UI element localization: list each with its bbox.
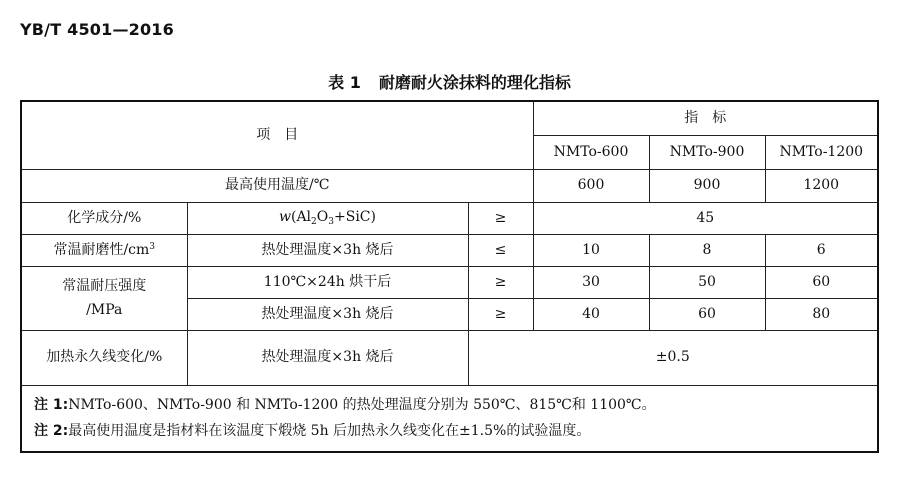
abrasion-label bbox=[21, 234, 187, 266]
abrasion-row bbox=[21, 234, 878, 266]
operator-cell: ≤ bbox=[468, 234, 533, 266]
abrasion-condition: 热处理温度×3h 烧后 bbox=[187, 234, 468, 266]
value-cell: 45 bbox=[533, 202, 878, 234]
standard-number: YB/T 4501—2016 bbox=[20, 20, 174, 39]
note-text: NMTo-600、NMTo-900 和 NMTo-1200 的热处理温度分别为 550℃、815℃和 1100℃。 bbox=[68, 396, 656, 413]
chem-formula-part: +SiC) bbox=[334, 208, 376, 225]
chem-formula-part: (Al bbox=[290, 208, 312, 225]
value-cell: 600 bbox=[533, 169, 649, 202]
compressive-label-line2: /MPa bbox=[86, 302, 123, 318]
item-header: 项 目 bbox=[21, 101, 533, 169]
header-row-1 bbox=[21, 101, 878, 135]
chem-formula-part: O bbox=[316, 208, 329, 225]
compressive-condition: 热处理温度×3h 烧后 bbox=[187, 298, 468, 330]
compressive-condition: 110℃×24h 烘干后 bbox=[187, 266, 468, 298]
table-title-text: 耐磨耐火涂抹料的理化指标 bbox=[378, 73, 571, 92]
value-cell: 60 bbox=[649, 298, 765, 330]
abrasion-label-sup: 3 bbox=[149, 241, 156, 252]
notes-row bbox=[21, 385, 878, 452]
value-cell: 8 bbox=[649, 234, 765, 266]
value-cell: 30 bbox=[533, 266, 649, 298]
note-label: 注 1: bbox=[34, 396, 69, 413]
value-cell: 80 bbox=[765, 298, 878, 330]
max-temp-label: 最高使用温度/℃ bbox=[21, 169, 533, 202]
value-cell: 10 bbox=[533, 234, 649, 266]
chem-condition bbox=[187, 202, 468, 234]
abrasion-label-text: 常温耐磨性/cm bbox=[53, 241, 150, 258]
max-temp-row bbox=[21, 169, 878, 202]
compressive-row-1 bbox=[21, 266, 878, 298]
chem-row bbox=[21, 202, 878, 234]
value-cell: 1200 bbox=[765, 169, 878, 202]
grade-header: NMTo-1200 bbox=[765, 135, 878, 169]
notes-cell bbox=[21, 385, 878, 452]
grade-header: NMTo-900 bbox=[649, 135, 765, 169]
operator-cell: ≥ bbox=[468, 266, 533, 298]
note-label: 注 2: bbox=[34, 423, 69, 440]
table-number: 表 1 bbox=[328, 73, 361, 92]
note-line bbox=[34, 418, 877, 445]
table-title bbox=[0, 70, 899, 93]
value-cell: ±0.5 bbox=[468, 330, 878, 385]
chem-subscript: 2 bbox=[311, 216, 317, 227]
indicator-header: 指 标 bbox=[533, 101, 878, 135]
linear-change-label: 加热永久线变化/% bbox=[21, 330, 187, 385]
compressive-label bbox=[21, 266, 187, 330]
value-cell: 50 bbox=[649, 266, 765, 298]
properties-table bbox=[20, 100, 879, 453]
value-cell: 60 bbox=[765, 266, 878, 298]
operator-cell: ≥ bbox=[468, 298, 533, 330]
note-line bbox=[34, 392, 877, 419]
compressive-label-line1: 常温耐压强度 bbox=[62, 277, 147, 294]
note-text: 最高使用温度是指材料在该温度下煅烧 5h 后加热永久线变化在±1.5%的试验温度。 bbox=[68, 423, 591, 440]
grade-header: NMTo-600 bbox=[533, 135, 649, 169]
value-cell: 900 bbox=[649, 169, 765, 202]
chem-subscript: 3 bbox=[328, 216, 334, 227]
operator-cell: ≥ bbox=[468, 202, 533, 234]
value-cell: 6 bbox=[765, 234, 878, 266]
value-cell: 40 bbox=[533, 298, 649, 330]
chem-label: 化学成分/% bbox=[21, 202, 187, 234]
linear-change-row bbox=[21, 330, 878, 385]
linear-change-condition: 热处理温度×3h 烧后 bbox=[187, 330, 468, 385]
chem-var: w bbox=[279, 208, 291, 225]
